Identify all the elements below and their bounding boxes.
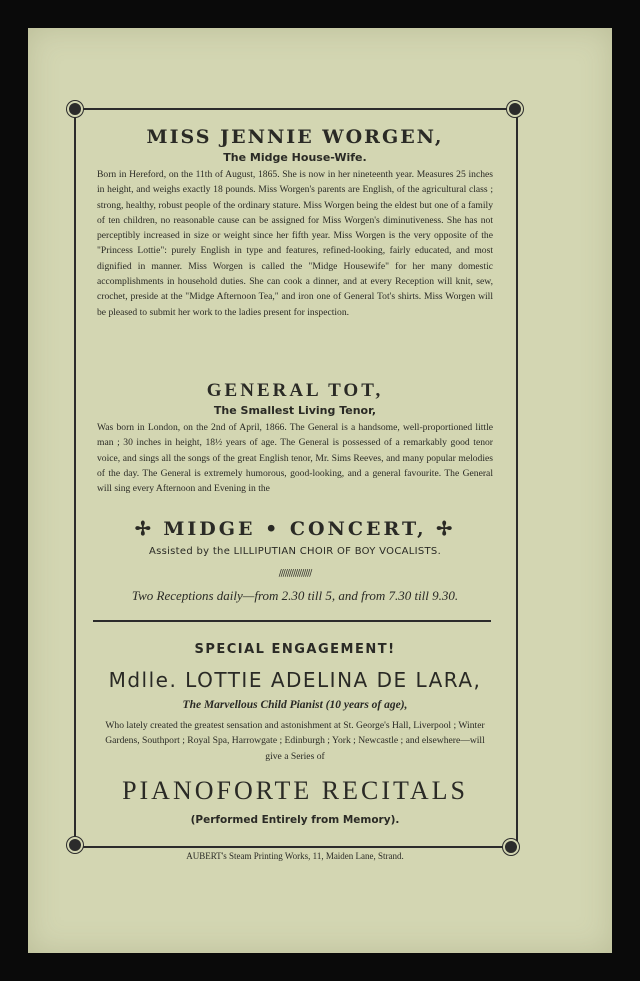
lara-description: Who lately created the greatest sensation and astonishment at St. George's Hall, Liverpool ; Winter Gardens, Southport ; Royal Spa, Harrowgate ; Edinburgh ; York ; Newcastle ; and elsewhere—will give a Series of <box>105 720 485 762</box>
worgen-title: MISS JENNIE WORGEN, <box>146 126 444 148</box>
worgen-subtitle: The Midge House-Wife. <box>223 151 367 164</box>
reception-times: Two Receptions daily—from 2.30 till 5, and from 7.30 till 9.30. <box>131 588 459 603</box>
ornament-divider: //////////////// <box>278 569 312 579</box>
section-divider <box>93 620 491 622</box>
memory-note: (Performed Entirely from Memory). <box>190 814 400 826</box>
general-tot-subtitle: The Smallest Living Tenor, <box>213 404 377 417</box>
midge-concert-heading: ✢ MIDGE • CONCERT, ✢ <box>134 518 456 540</box>
general-tot-title: GENERAL TOT, <box>206 380 384 401</box>
lara-name: Mdlle. LOTTIE ADELINA DE LARA, <box>108 668 482 692</box>
printer-imprint: AUBERT's Steam Printing Works, 11, Maiden Lane, Strand. <box>186 851 404 861</box>
corner-rosette-icon <box>67 101 83 117</box>
special-engagement-heading: SPECIAL ENGAGEMENT! <box>194 642 396 657</box>
worgen-description: Born in Hereford, on the 11th of August, 1865. She is now in her nineteenth year. Measures 25 inches in height, and weighs exactly 18 pounds. Miss Worgen's parents are English, of the agricultural class ; strong, healthy, robust people of the ordinary stature. Miss Worgen being the eldest but one of a family of ten children, no reasonable cause can be assigned for Miss Worgen's diminutiveness. She has not perceptibly increased in size or weight since her fifth year. Miss Worgen is the very opposite of the "Princess Lottie": purely English in type and features, refined-looking, fairly educated, and most dignified in manner. Miss Worgen is called the "Midge Housewife" for her many domestic accomplishments in household duties. She can cook a dinner, and at every Reception will knit, sew, crochet, preside at the "Midge Afternoon Tea," and iron one of General Tot's shirts. Miss Worgen will be pleased to submit her work to the ladies present for inspection. <box>97 169 493 318</box>
lara-tagline: The Marvellous Child Pianist (10 years of age), <box>182 699 408 711</box>
choir-note: Assisted by the LILLIPUTIAN CHOIR OF BOY VOCALISTS. <box>148 546 442 557</box>
corner-rosette-icon <box>503 839 519 855</box>
general-tot-description: Was born in London, on the 2nd of April, 1866. The General is a handsome, well-proportioned little man ; 30 inches in height, 18½ years of age. The General is possessed of a remarkably good tenor voice, and sings all the songs of the great English tenor, Mr. Sims Reeves, and many popular melodies of the day. The General is extremely humorous, good-looking, and a general favourite. The General will sing every Afternoon and Evening in the <box>97 422 493 495</box>
corner-rosette-icon <box>507 101 523 117</box>
pianoforte-recitals-heading: PIANOFORTE RECITALS <box>122 776 468 805</box>
corner-rosette-icon <box>67 837 83 853</box>
